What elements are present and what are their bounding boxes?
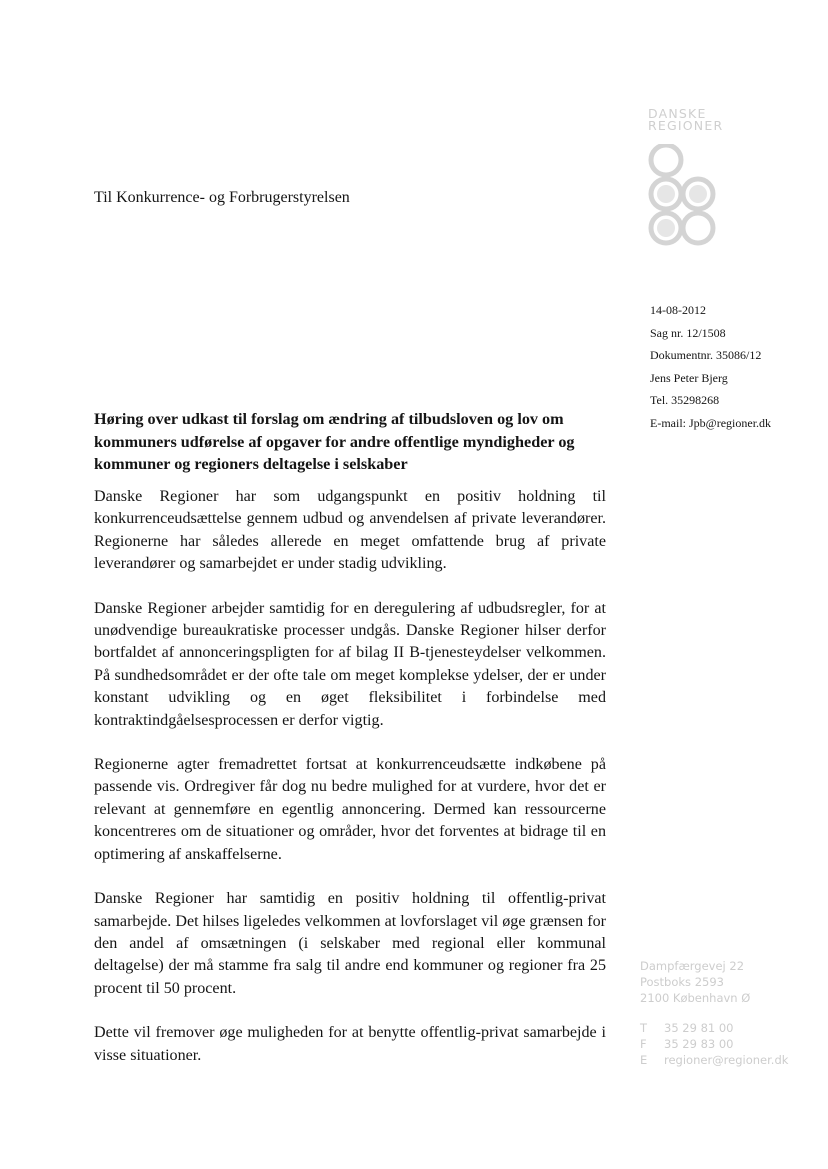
contact-fax [640,1036,788,1052]
letter-body [94,486,606,1089]
logo-line-2: REGIONER [648,118,724,133]
letter-metadata [650,299,771,435]
contact-phone [640,1020,788,1036]
body-paragraph: Danske Regioner har samtidig en positiv holdning til offentlig-privat samarbejde. Det hilses ligeledes velkommen at lovforslaget vil øge grænsen for den andel af omsætningen (i selskaber med regional eller kommunal deltagelse) der må stamme fra salg til andre end kommuner og regioner fra 25 procent til 50 procent. [94,890,606,997]
address-box: Postboks 2593 [640,975,724,989]
fax-value: 35 29 83 00 [664,1037,734,1051]
author-name: Jens Peter Bjerg [650,370,728,385]
letter-subject: Høring over udkast til forslag om ændring af tilbudsloven og lov om kommuners udførelse af opgaver for andre offentlige myndigheder og kommuner og regioners deltagelse i selskaber [94,410,575,473]
body-paragraph: Danske Regioner har som udgangspunkt en positiv holdning til konkurrenceudsættelse gennem udbud og anvendelsen af private leverandører. Regionerne har således allerede en meget omfattende brug af private leverandører og samarbejdet er under stadig udvikling. [94,488,606,573]
body-paragraph: Regionerne agter fremadrettet fortsat at konkurrenceudsætte indkøbene på passende vis. Ordregiver får dog nu bedre mulighed for at vurdere, hvor det er relevant at gennemføre en egentlig annoncering. Dermed kan ressourcerne koncentreres om de situationer og områder, hvor det forventes at bidrage til en optimering af anskaffelserne. [94,756,606,863]
author-phone: Tel. 35298268 [650,393,720,408]
document-number: Dokumentnr. 35086/12 [650,348,762,363]
email-value: regioner@regioner.dk [664,1053,789,1067]
fax-label: F [640,1037,647,1051]
phone-value: 35 29 81 00 [664,1021,734,1035]
author-email: E-mail: Jpb@regioner.dk [650,415,772,430]
letter-date: 14-08-2012 [650,303,706,317]
danske-regioner-logo [648,108,738,132]
recipient-line: Til Konkurrence- og Forbrugerstyrelsen [94,189,350,206]
body-paragraph: Dette vil fremover øge muligheden for at benytte offentlig-privat samarbejde i visse situationer. [94,1024,606,1064]
body-paragraph: Danske Regioner arbejder samtidig for en deregulering af udbudsregler, for at unødvendige bureaukratiske processer undgås. Danske Regioner hilser derfor bortfaldet af annonceringspligten for af bilag II B-tjenesteydelser velkommen. På sundhedsområdet er der ofte tale om meget komplekse ydelser, der er under konstant udvikling og en øget fleksibilitet i forbindelse med kontraktindgåelsesprocessen er derfor vigtig. [94,599,606,729]
organization-address [640,958,788,1068]
phone-label: T [640,1021,648,1035]
logo-circles-icon [646,144,726,264]
case-number: Sag nr. 12/1508 [650,325,726,340]
postal-address [640,958,788,1006]
logo-wordmark [648,108,738,132]
email-label: E [640,1053,648,1067]
address-city: 2100 København Ø [640,991,751,1005]
address-street: Dampfærgevej 22 [640,959,745,973]
contact-email [640,1052,788,1068]
logo-line-1: DANSKE [648,106,707,121]
contact-details [640,1020,788,1068]
